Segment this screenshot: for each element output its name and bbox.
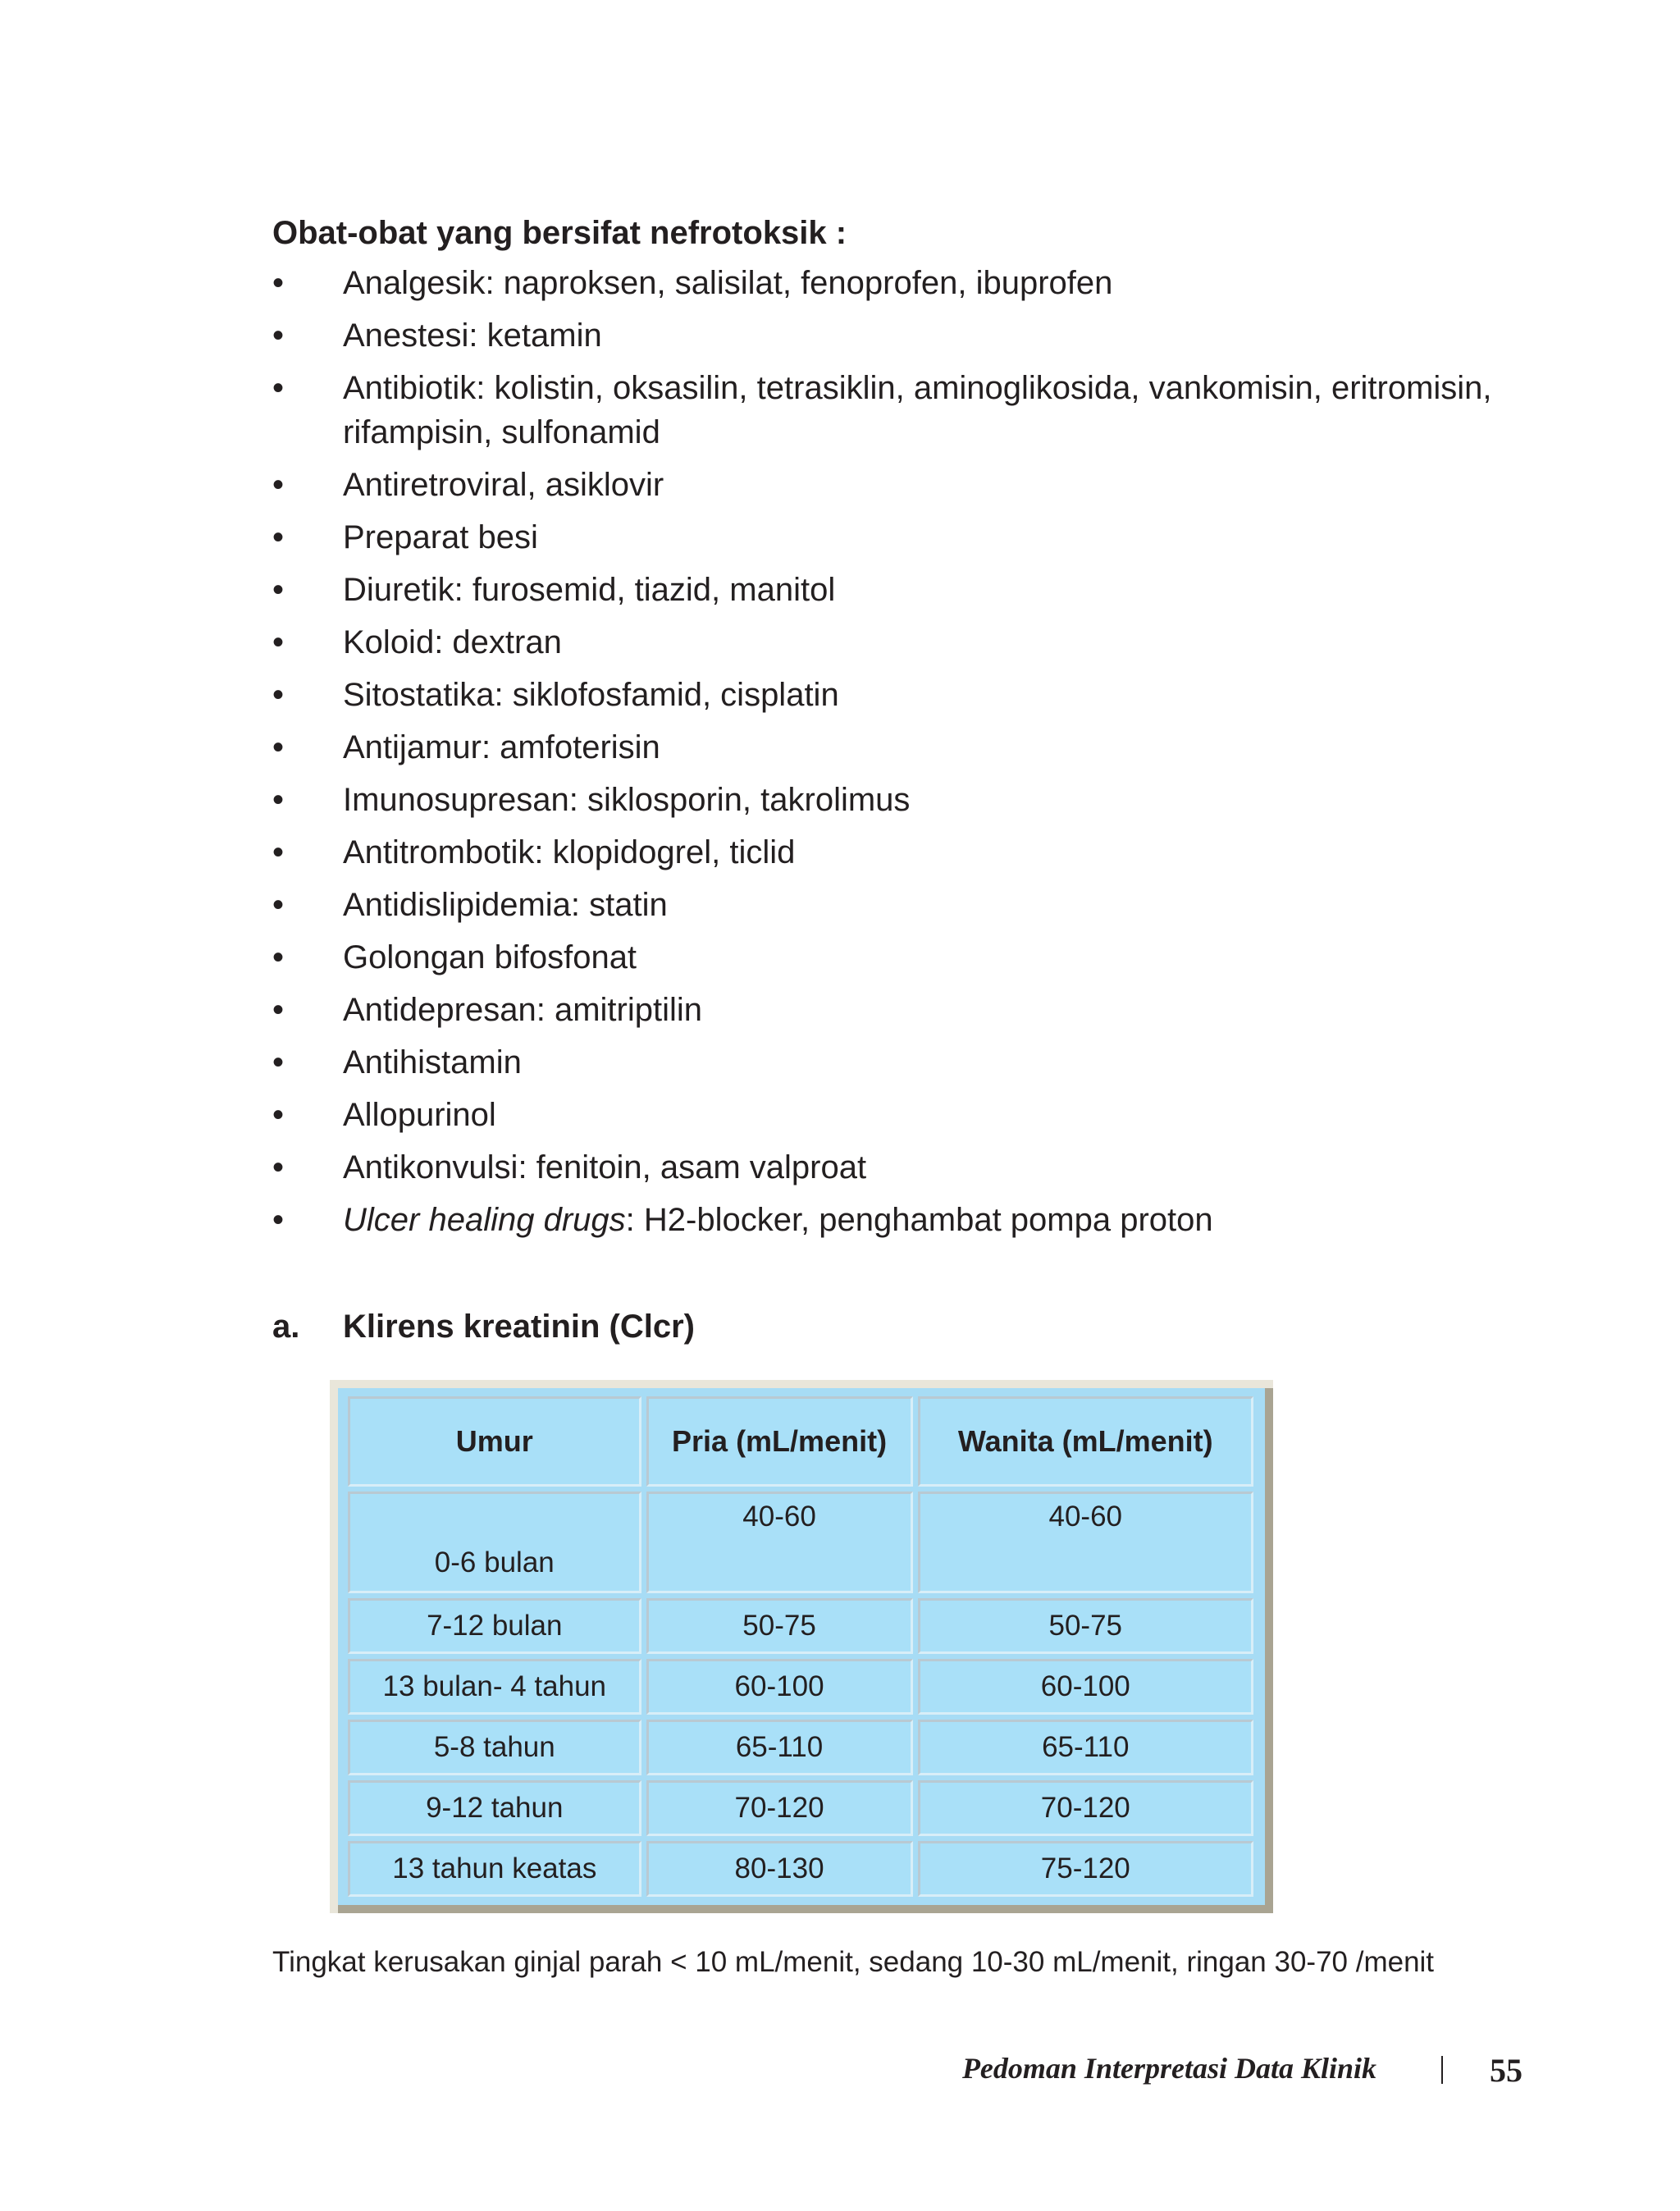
heading-nephrotoxic-drugs: Obat-obat yang bersifat nefrotoksik : xyxy=(272,215,847,251)
cell-wanita: 75-120 xyxy=(918,1841,1253,1897)
clcr-table-panel xyxy=(338,1388,1265,1905)
header-pria: Pria (mL/menit) xyxy=(646,1396,913,1487)
cell-wanita: 50-75 xyxy=(918,1598,1253,1654)
cell-wanita: 70-120 xyxy=(918,1780,1253,1836)
list-item xyxy=(272,1040,1536,1085)
list-item-text: Antijamur: amfoterisin xyxy=(343,729,660,765)
header-umur: Umur xyxy=(348,1396,641,1487)
bullet-icon: • xyxy=(272,729,285,765)
list-item-italic: Ulcer healing drugs xyxy=(343,1202,626,1238)
list-item-text: Antidepresan: amitriptilin xyxy=(343,992,702,1028)
list-item xyxy=(272,515,1536,560)
bullet-icon: • xyxy=(272,992,285,1028)
footnote-kidney-damage-levels: Tingkat kerusakan ginjal parah < 10 mL/menit, sedang 10-30 mL/menit, ringan 30-70 /menit xyxy=(272,1946,1435,1978)
list-item xyxy=(272,1145,1536,1190)
bullet-icon: • xyxy=(272,834,285,870)
bullet-icon: • xyxy=(272,572,285,608)
list-item xyxy=(272,935,1536,980)
clcr-table-frame xyxy=(330,1380,1273,1913)
section-title-clcr xyxy=(272,1305,695,1348)
list-item-text: Koloid: dextran xyxy=(343,624,562,660)
bullet-icon: • xyxy=(272,624,285,660)
bullet-icon: • xyxy=(272,782,285,818)
list-item xyxy=(272,778,1536,822)
list-item-text: Sitostatika: siklofosfamid, cisplatin xyxy=(343,677,839,713)
clcr-table-shadow xyxy=(338,1388,1273,1913)
list-item xyxy=(272,568,1536,612)
cell-umur: 13 bulan- 4 tahun xyxy=(348,1659,641,1715)
nephrotoxic-drug-list xyxy=(272,261,1536,1250)
list-item xyxy=(272,366,1536,455)
list-item-text: Antikonvulsi: fenitoin, asam valproat xyxy=(343,1149,867,1185)
list-item xyxy=(272,830,1536,875)
list-item xyxy=(272,673,1536,717)
list-item xyxy=(272,463,1536,507)
list-item-continuation: rifampisin, sulfonamid xyxy=(343,414,660,450)
bullet-icon: • xyxy=(272,370,285,406)
list-item xyxy=(272,1198,1536,1242)
list-item xyxy=(272,725,1536,770)
cell-pria: 70-120 xyxy=(646,1780,913,1836)
page-number: 55 xyxy=(1490,2052,1522,2089)
clcr-table xyxy=(343,1391,1258,1902)
section-letter: a. xyxy=(272,1309,300,1345)
bullet-icon: • xyxy=(272,467,285,503)
bullet-icon: • xyxy=(272,1097,285,1133)
list-item-text: Antibiotik: kolistin, oksasilin, tetrasiklin, aminoglikosida, vankomisin, eritromisin, xyxy=(343,370,1492,406)
list-item xyxy=(272,1093,1536,1137)
list-item-text: Imunosupresan: siklosporin, takrolimus xyxy=(343,782,911,818)
list-item xyxy=(272,988,1536,1032)
cell-wanita: 65-110 xyxy=(918,1720,1253,1775)
list-item-text: Antiretroviral, asiklovir xyxy=(343,467,664,503)
cell-umur: 0-6 bulan xyxy=(348,1492,641,1593)
footer-separator xyxy=(1441,2056,1443,2084)
list-item-text: Analgesik: naproksen, salisilat, fenoprofen, ibuprofen xyxy=(343,265,1113,301)
cell-umur: 9-12 tahun xyxy=(348,1780,641,1836)
cell-wanita: 60-100 xyxy=(918,1659,1253,1715)
list-item xyxy=(272,313,1536,358)
bullet-icon: • xyxy=(272,519,285,555)
table-row xyxy=(348,1598,1253,1654)
cell-pria: 80-130 xyxy=(646,1841,913,1897)
list-item-text: Antihistamin xyxy=(343,1044,522,1080)
table-row xyxy=(348,1720,1253,1775)
table-row xyxy=(348,1841,1253,1897)
bullet-icon: • xyxy=(272,317,285,354)
list-item xyxy=(272,883,1536,927)
cell-pria: 40-60 xyxy=(646,1492,913,1593)
list-item-text: Antidislipidemia: statin xyxy=(343,887,668,923)
list-item-text: : H2-blocker, penghambat pompa proton xyxy=(625,1202,1213,1238)
bullet-icon: • xyxy=(272,887,285,923)
cell-umur: 13 tahun keatas xyxy=(348,1841,641,1897)
cell-wanita: 40-60 xyxy=(918,1492,1253,1593)
cell-pria: 65-110 xyxy=(646,1720,913,1775)
header-wanita: Wanita (mL/menit) xyxy=(918,1396,1253,1487)
table-row xyxy=(348,1492,1253,1593)
cell-pria: 50-75 xyxy=(646,1598,913,1654)
list-item-text: Preparat besi xyxy=(343,519,538,555)
footer-book-title: Pedoman Interpretasi Data Klinik xyxy=(961,2052,1376,2085)
list-item-text: Diuretik: furosemid, tiazid, manitol xyxy=(343,572,836,608)
bullet-icon: • xyxy=(272,265,285,301)
cell-umur: 5-8 tahun xyxy=(348,1720,641,1775)
bullet-icon: • xyxy=(272,677,285,713)
table-header-row xyxy=(348,1396,1253,1487)
running-footer xyxy=(0,2051,1680,2100)
bullet-icon: • xyxy=(272,1202,285,1238)
table-row xyxy=(348,1659,1253,1715)
cell-pria: 60-100 xyxy=(646,1659,913,1715)
list-item-text: Golongan bifosfonat xyxy=(343,939,637,975)
list-item-text: Allopurinol xyxy=(343,1097,496,1133)
bullet-icon: • xyxy=(272,939,285,975)
list-item-text: Anestesi: ketamin xyxy=(343,317,602,354)
list-item-text: Antitrombotik: klopidogrel, ticlid xyxy=(343,834,796,870)
list-item xyxy=(272,261,1536,305)
bullet-icon: • xyxy=(272,1149,285,1185)
section-title-text: Klirens kreatinin (Clcr) xyxy=(343,1309,696,1345)
bullet-icon: • xyxy=(272,1044,285,1080)
cell-umur: 7-12 bulan xyxy=(348,1598,641,1654)
table-row xyxy=(348,1780,1253,1836)
list-item xyxy=(272,620,1536,665)
